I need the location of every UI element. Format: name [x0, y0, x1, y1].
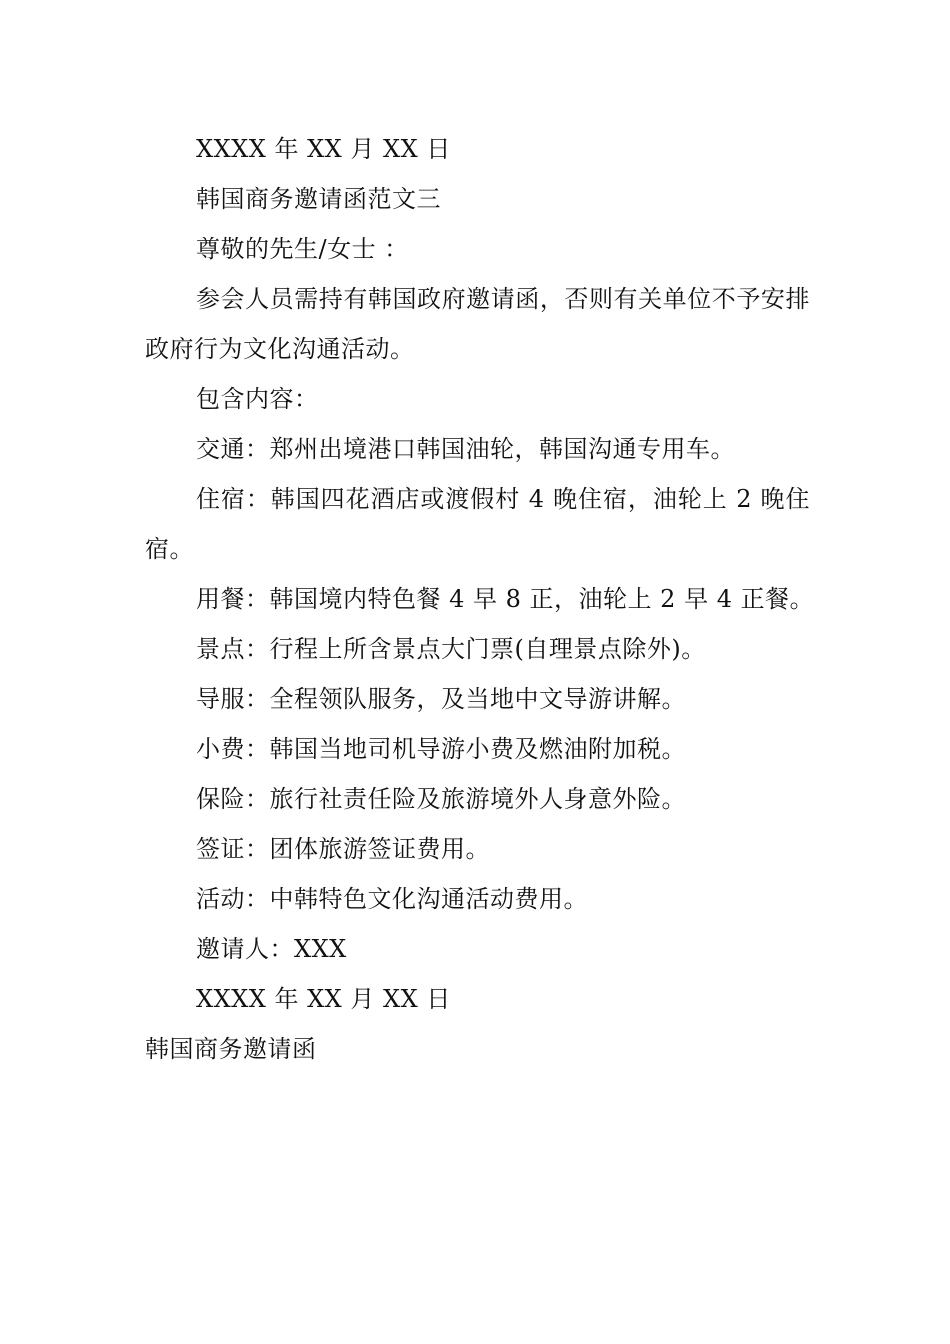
date-top: XXXX 年 XX 月 XX 日	[196, 135, 451, 163]
item-tips: 小费：韩国当地司机导游小费及燃油附加税。	[196, 735, 686, 763]
item-lodging: 住宿：韩国四花酒店或渡假村 4 晚住宿，油轮上 2 晚住宿。	[145, 485, 810, 563]
date-bottom: XXXX 年 XX 月 XX 日	[196, 985, 451, 1013]
item-activity: 活动：中韩特色文化沟通活动费用。	[196, 885, 588, 913]
section-title: 韩国商务邀请函范文三	[196, 185, 441, 213]
item-insurance: 保险：旅行社责任险及旅游境外人身意外险。	[196, 785, 686, 813]
item-meals: 用餐：韩国境内特色餐 4 早 8 正，油轮上 2 早 4 正餐。	[196, 585, 815, 613]
item-guide: 导服：全程领队服务，及当地中文导游讲解。	[196, 685, 686, 713]
item-sights: 景点：行程上所含景点大门票(自理景点除外)。	[196, 635, 706, 663]
item-visa: 签证：团体旅游签证费用。	[196, 835, 490, 863]
item-transport: 交通：郑州出境港口韩国油轮，韩国沟通专用车。	[196, 435, 735, 463]
includes-heading: 包含内容：	[196, 385, 319, 413]
salutation: 尊敬的先生/女士 ：	[196, 235, 409, 263]
document-body	[145, 124, 815, 1074]
inviter: 邀请人：XXX	[196, 935, 347, 963]
intro-paragraph: 参会人员需持有韩国政府邀请函，否则有关单位不予安排政府行为文化沟通活动。	[145, 285, 810, 363]
footer-title: 韩国商务邀请函	[145, 1035, 317, 1063]
